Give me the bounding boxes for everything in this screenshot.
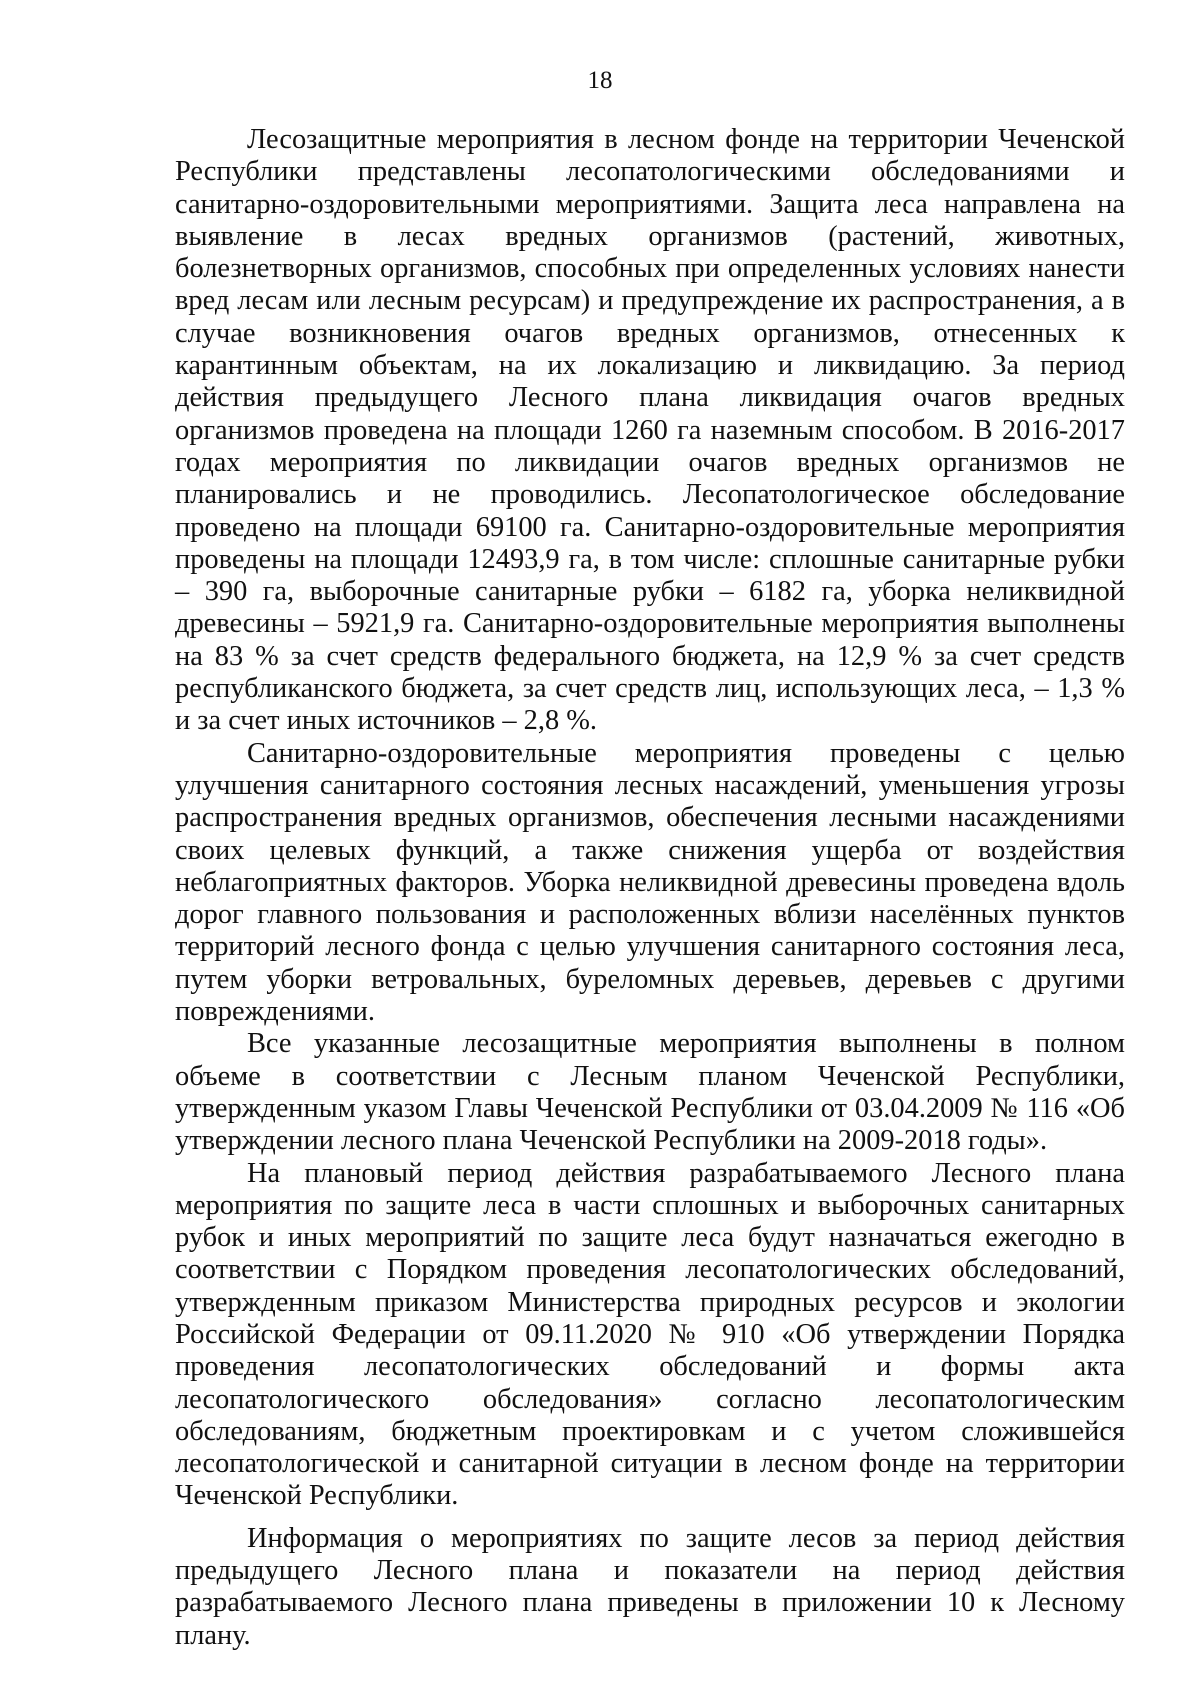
page-number: 18	[587, 67, 613, 94]
paragraph-forest-protection-measures: Лесозащитные мероприятия в лесном фонде на территории Чеченской Республики представлены лесопатологическими обследованиями и санитарно-оздоровительными мероприятиями. Защита леса направлена на выявление в лесах вредных организмов (растений, животных, болезнетворных организмов, способных при определенных условиях нанести вред лесам или лесным ресурсам) и предупреждение их распространения, а в случае возникновения очагов вредных организмов, отнесенных к карантинным объектам, на их локализацию и ликвидацию. За период действия предыдущего Лесного плана ликвидация очагов вредных организмов проведена на площади 1260 га наземным способом. В 2016-2017 годах мероприятия по ликвидации очагов вредных организмов не планировались и не проводились. Лесопатологическое обследование проведено на площади 69100 га. Санитарно-оздоровительные мероприятия проведены на площади 12493,9 га, в том числе: сплошные санитарные рубки – 390 га, выборочные санитарные рубки – 6182 га, уборка неликвидной древесины – 5921,9 га. Санитарно-оздоровительные мероприятия выполнены на 83 % за счет средств федерального бюджета, на 12,9 % за счет средств республиканского бюджета, за счет средств лиц, использующих леса, – 1,3 % и за счет иных источников – 2,8 %.	[175, 124, 1125, 737]
document-body	[175, 124, 1125, 1652]
paragraph-sanitary-measures-purpose: Санитарно-оздоровительные мероприятия проведены с целью улучшения санитарного состояния лесных насаждений, уменьшения угрозы распространения вредных организмов, обеспечения лесными насаждениями своих целевых функций, а также снижения ущерба от воздействия неблагоприятных факторов. Уборка неликвидной древесины проведена вдоль дорог главного пользования и расположенных вблизи населённых пунктов территорий лесного фонда с целью улучшения санитарного состояния леса, путем уборки ветровальных, буреломных деревьев, деревьев с другими повреждениями.	[175, 737, 1125, 1028]
paragraph-planned-period: На плановый период действия разрабатываемого Лесного плана мероприятия по защите леса в части сплошных и выборочных санитарных рубок и иных мероприятий по защите леса будут назначаться ежегодно в соответствии с Порядком проведения лесопатологических обследований, утвержденным приказом Министерства природных ресурсов и экологии Российской Федерации от 09.11.2020 № 910 «Об утверждении Порядка проведения лесопатологических обследований и формы акта лесопатологического обследования» согласно лесопатологическим обследованиям, бюджетным проектировкам и с учетом сложившейся лесопатологической и санитарной ситуации в лесном фонде на территории Чеченской Республики.	[175, 1157, 1125, 1512]
paragraph-measures-completed: Все указанные лесозащитные мероприятия выполнены в полном объеме в соответствии с Лесным планом Чеченской Республики, утвержденным указом Главы Чеченской Республики от 03.04.2009 № 116 «Об утверждении лесного плана Чеченской Республики на 2009-2018 годы».	[175, 1028, 1125, 1157]
paragraph-appendix-reference: Информация о мероприятиях по защите лесов за период действия предыдущего Лесного плана и показатели на период действия разрабатываемого Лесного плана приведены в приложении 10 к Лесному плану.	[175, 1522, 1125, 1651]
